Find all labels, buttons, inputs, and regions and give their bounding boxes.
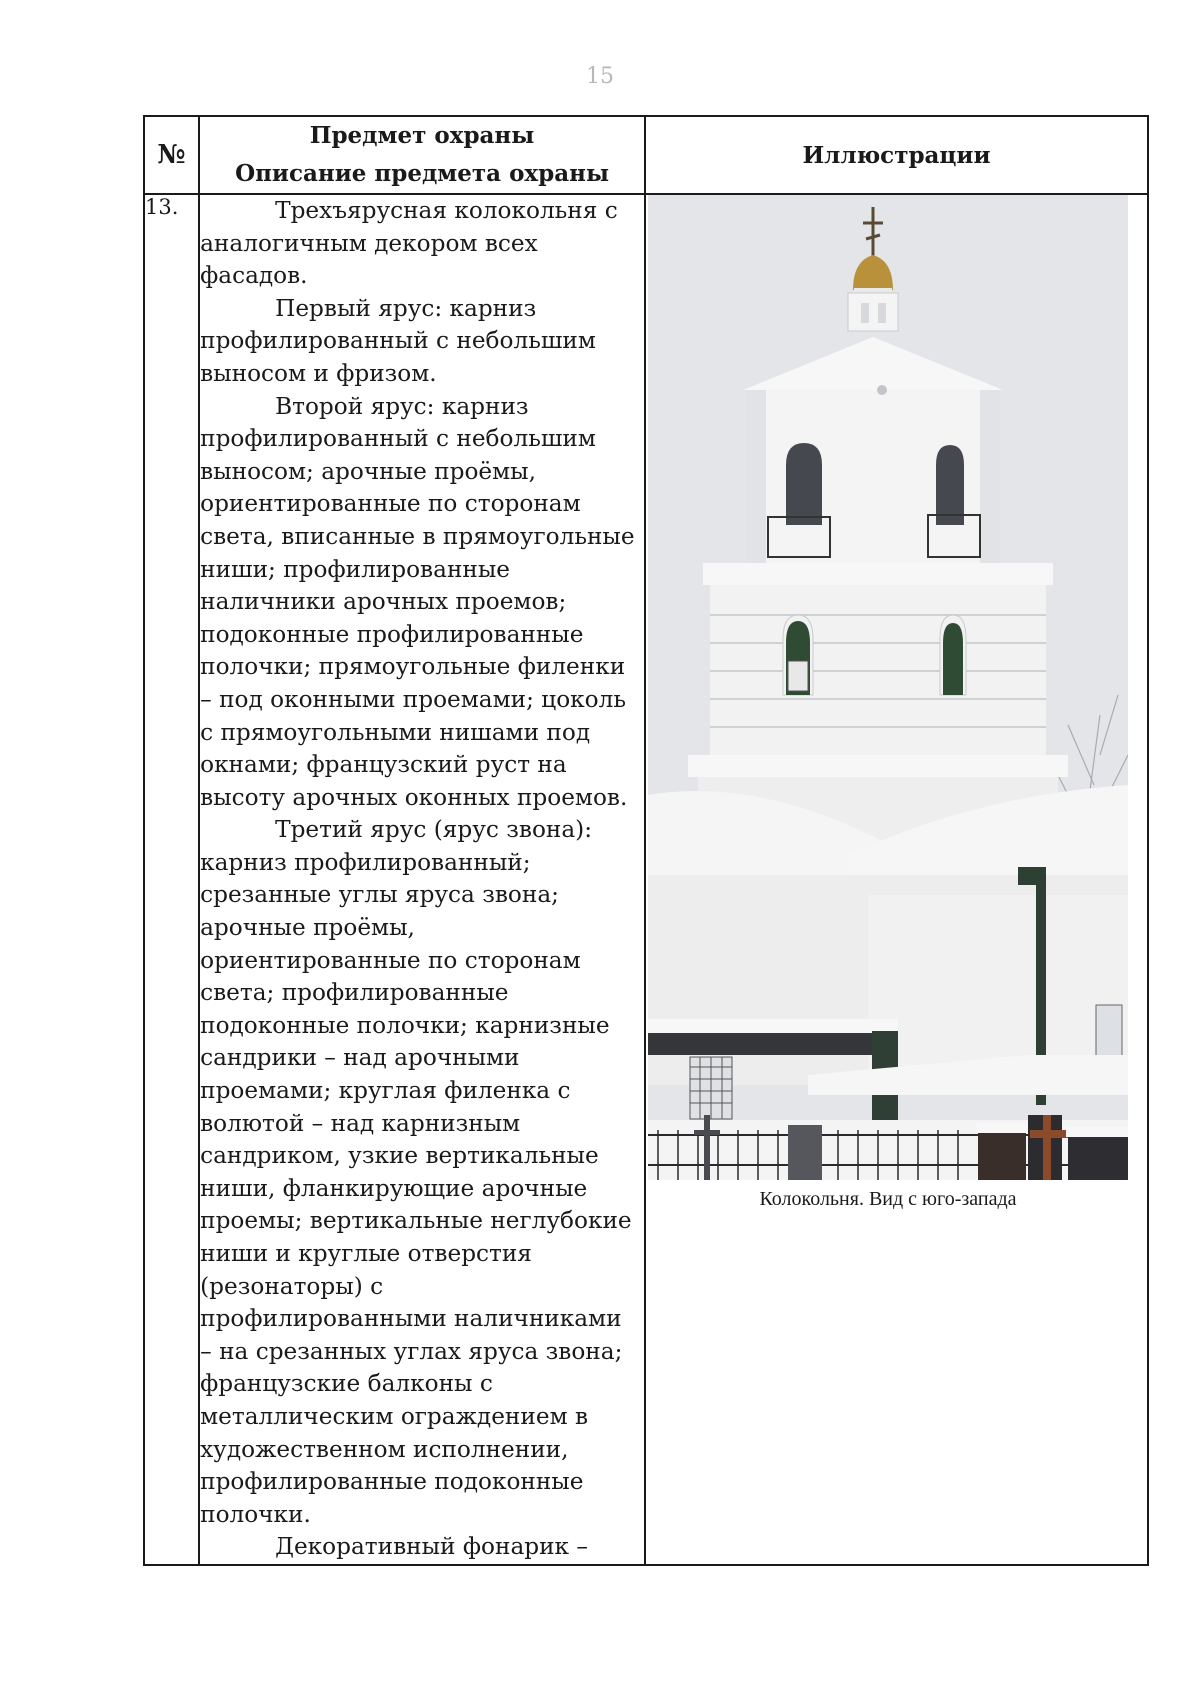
description-line: полочки. bbox=[200, 1500, 311, 1528]
description-line: сандриком, узкие вертикальные bbox=[200, 1142, 599, 1170]
photo-caption: Колокольня. Вид с юго-запада bbox=[759, 1188, 1017, 1210]
description-text bbox=[200, 195, 644, 1564]
description-line: подоконные профилированные bbox=[200, 620, 584, 648]
protection-subject-table bbox=[143, 115, 1149, 1566]
description-line: Первый ярус: карниз bbox=[275, 294, 537, 322]
table-header-row bbox=[144, 116, 1148, 194]
description-line: металлическим ограждением в bbox=[200, 1402, 589, 1430]
description-line: выносом и фризом. bbox=[200, 359, 437, 387]
description-line: Трехъярусная колокольня с bbox=[275, 197, 618, 224]
header-subject-description: Описание предмета охраны bbox=[235, 160, 610, 187]
description-line: полочки; прямоугольные филенки bbox=[200, 653, 626, 681]
description-line: света; профилированные bbox=[200, 979, 509, 1007]
row-number: 13. bbox=[144, 194, 199, 1565]
page-number: 15 bbox=[586, 64, 614, 89]
description-line: французские балконы с bbox=[200, 1370, 493, 1398]
description-paragraph bbox=[200, 391, 644, 815]
description-line: карниз профилированный; bbox=[200, 848, 531, 876]
description-line: (резонаторы) с bbox=[200, 1272, 384, 1300]
description-line: света, вписанные в прямоугольные bbox=[200, 522, 635, 550]
description-line: сандрики – над арочными bbox=[200, 1044, 520, 1072]
description-line: срезанные углы яруса звона; bbox=[200, 881, 559, 909]
description-line: – под оконными проемами; цоколь bbox=[200, 685, 626, 713]
description-paragraph bbox=[200, 293, 644, 391]
description-line: с прямоугольными нишами под bbox=[200, 718, 591, 746]
description-line: Декоративный фонарик – bbox=[275, 1533, 589, 1561]
description-paragraph bbox=[200, 814, 644, 1531]
description-line: профилированный с небольшим bbox=[200, 425, 596, 453]
bell-tower-photo bbox=[648, 195, 1128, 1180]
description-line: ниши; профилированные bbox=[200, 555, 511, 583]
description-line: профилированный с небольшим bbox=[200, 327, 596, 355]
table-row bbox=[144, 194, 1148, 1565]
description-line: фасадов. bbox=[200, 262, 308, 290]
description-line: – на срезанных углах яруса звона; bbox=[200, 1337, 623, 1365]
description-line: арочные проёмы, bbox=[200, 914, 415, 942]
description-line: Второй ярус: карниз bbox=[275, 392, 529, 420]
header-num: № bbox=[144, 116, 199, 194]
description-line: проемами; круглая филенка с bbox=[200, 1077, 571, 1105]
description-line: ориентированные по сторонам bbox=[200, 490, 581, 518]
description-line: профилированные подоконные bbox=[200, 1468, 584, 1496]
description-line: художественном исполнении, bbox=[200, 1435, 569, 1463]
description-line: ориентированные по сторонам bbox=[200, 946, 581, 974]
header-subject-title: Предмет охраны bbox=[309, 122, 535, 149]
description-line: волютой – над карнизным bbox=[200, 1109, 521, 1137]
header-subject bbox=[199, 116, 645, 194]
description-line: окнами; французский руст на bbox=[200, 751, 567, 779]
header-illustrations: Иллюстрации bbox=[645, 116, 1148, 194]
row-illustration bbox=[645, 194, 1148, 1565]
description-line: высоту арочных оконных проемов. bbox=[200, 783, 628, 811]
description-line: аналогичным декором всех bbox=[200, 229, 538, 257]
description-line: ниши, фланкирующие арочные bbox=[200, 1174, 588, 1202]
description-line: наличники арочных проемов; bbox=[200, 588, 567, 616]
description-line: выносом; арочные проёмы, bbox=[200, 457, 536, 485]
description-line: профилированными наличниками bbox=[200, 1305, 622, 1333]
description-paragraph bbox=[200, 1531, 644, 1564]
description-line: Третий ярус (ярус звона): bbox=[275, 816, 593, 844]
description-line: ниши и круглые отверстия bbox=[200, 1240, 532, 1267]
description-paragraph bbox=[200, 195, 644, 293]
description-line: проемы; вертикальные неглубокие bbox=[200, 1207, 632, 1235]
row-description bbox=[199, 194, 645, 1565]
description-line: подоконные полочки; карнизные bbox=[200, 1011, 610, 1039]
